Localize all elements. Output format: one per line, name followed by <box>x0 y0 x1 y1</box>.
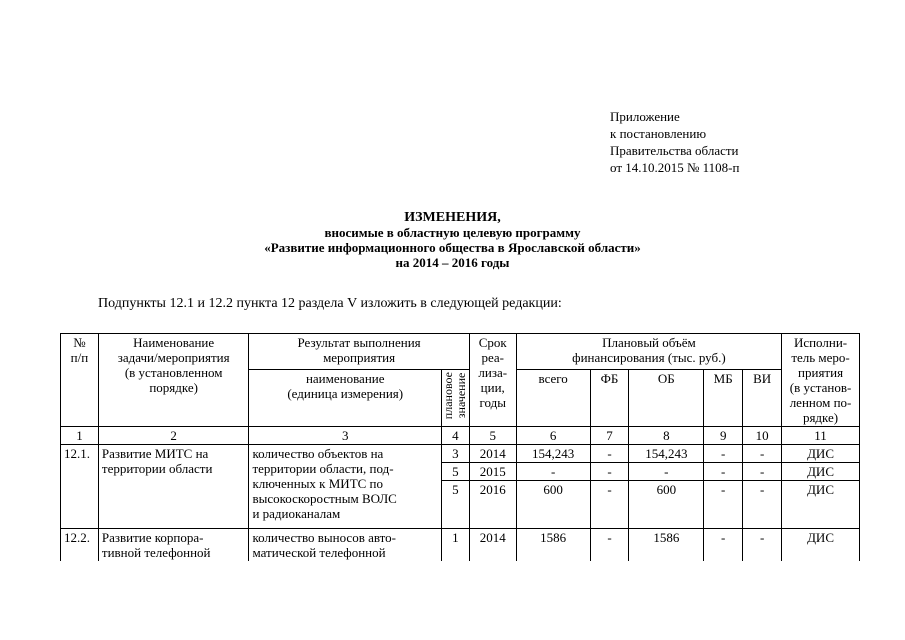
header-executor: Исполни- тель меро- приятия (в установ- ленном по- рядке) <box>782 334 860 427</box>
document-title <box>0 210 905 270</box>
row-plan: 3 <box>442 445 470 463</box>
row-ob: 600 <box>629 481 704 529</box>
row-total: 600 <box>516 481 590 529</box>
col-number: 5 <box>469 427 516 445</box>
row-total: 154,243 <box>516 445 590 463</box>
header-term: Срок реа- лиза- ции, годы <box>469 334 516 427</box>
row-total: 1586 <box>516 529 590 562</box>
col-number: 9 <box>704 427 743 445</box>
header-vi: ВИ <box>743 370 782 427</box>
row-task: Развитие МИТС на территории области <box>98 445 249 529</box>
header-num: № п/п <box>61 334 99 427</box>
col-number: 6 <box>516 427 590 445</box>
row-mb: - <box>704 463 743 481</box>
row-year: 2016 <box>469 481 516 529</box>
header-task: Наименование задачи/мероприятия (в установленном порядке) <box>98 334 249 427</box>
title-main: ИЗМЕНЕНИЯ, <box>404 210 501 225</box>
row-plan: 5 <box>442 463 470 481</box>
col-number: 1 <box>61 427 99 445</box>
appendix-block <box>610 108 739 176</box>
col-number: 3 <box>249 427 442 445</box>
col-number: 8 <box>629 427 704 445</box>
row-plan: 5 <box>442 481 470 529</box>
row-fb: - <box>590 529 629 562</box>
row-result: количество выносов авто- матической телефонной <box>249 529 442 562</box>
row-executor: ДИС <box>782 529 860 562</box>
col-number: 2 <box>98 427 249 445</box>
header-mb: МБ <box>704 370 743 427</box>
title-line-4: на 2014 – 2016 годы <box>395 255 510 270</box>
header-ob: ОБ <box>629 370 704 427</box>
row-mb: - <box>704 481 743 529</box>
header-result-plan-cell <box>442 370 470 427</box>
row-executor: ДИС <box>782 463 860 481</box>
row-vi: - <box>743 481 782 529</box>
title-line-3: «Развитие информационного общества в Ярославской области» <box>264 240 641 255</box>
program-table <box>60 333 860 561</box>
row-vi: - <box>743 529 782 562</box>
row-num: 12.1. <box>61 445 99 529</box>
appendix-line-4: от 14.10.2015 № 1108-п <box>610 160 740 175</box>
header-result: Результат выполнения мероприятия <box>249 334 469 370</box>
row-ob: - <box>629 463 704 481</box>
row-fb: - <box>590 481 629 529</box>
row-mb: - <box>704 529 743 562</box>
header-row-1 <box>61 334 860 370</box>
appendix-line-1: Приложение <box>610 109 680 124</box>
title-line-2: вносимые в областную целевую программу <box>324 225 581 240</box>
col-number: 4 <box>442 427 470 445</box>
table-row <box>61 445 860 463</box>
row-year: 2015 <box>469 463 516 481</box>
appendix-line-3: Правительства области <box>610 143 739 158</box>
col-number: 7 <box>590 427 629 445</box>
row-task: Развитие корпора- тивной телефонной <box>98 529 249 562</box>
header-result-plan: плановое значение <box>441 372 469 420</box>
row-fb: - <box>590 445 629 463</box>
row-result: количество объектов на территории области, под- ключенных к МИТС по высокоскоростным ВОЛС и радиоканалам <box>249 445 442 529</box>
row-plan: 1 <box>442 529 470 562</box>
row-num: 12.2. <box>61 529 99 562</box>
row-executor: ДИС <box>782 445 860 463</box>
header-funding: Плановый объём финансирования (тыс. руб.) <box>516 334 781 370</box>
row-fb: - <box>590 463 629 481</box>
row-mb: - <box>704 445 743 463</box>
header-total: всего <box>516 370 590 427</box>
col-number: 10 <box>743 427 782 445</box>
row-year: 2014 <box>469 445 516 463</box>
row-ob: 1586 <box>629 529 704 562</box>
row-vi: - <box>743 463 782 481</box>
appendix-line-2: к постановлению <box>610 126 707 141</box>
table-row <box>61 529 860 562</box>
intro-text: Подпункты 12.1 и 12.2 пункта 12 раздела V изложить в следующей редакции: <box>98 296 562 311</box>
row-ob: 154,243 <box>629 445 704 463</box>
column-numbers-row <box>61 427 860 445</box>
row-total: - <box>516 463 590 481</box>
header-fb: ФБ <box>590 370 629 427</box>
header-result-name: наименование (единица измерения) <box>249 370 442 427</box>
row-vi: - <box>743 445 782 463</box>
row-year: 2014 <box>469 529 516 562</box>
col-number: 11 <box>782 427 860 445</box>
row-executor: ДИС <box>782 481 860 529</box>
